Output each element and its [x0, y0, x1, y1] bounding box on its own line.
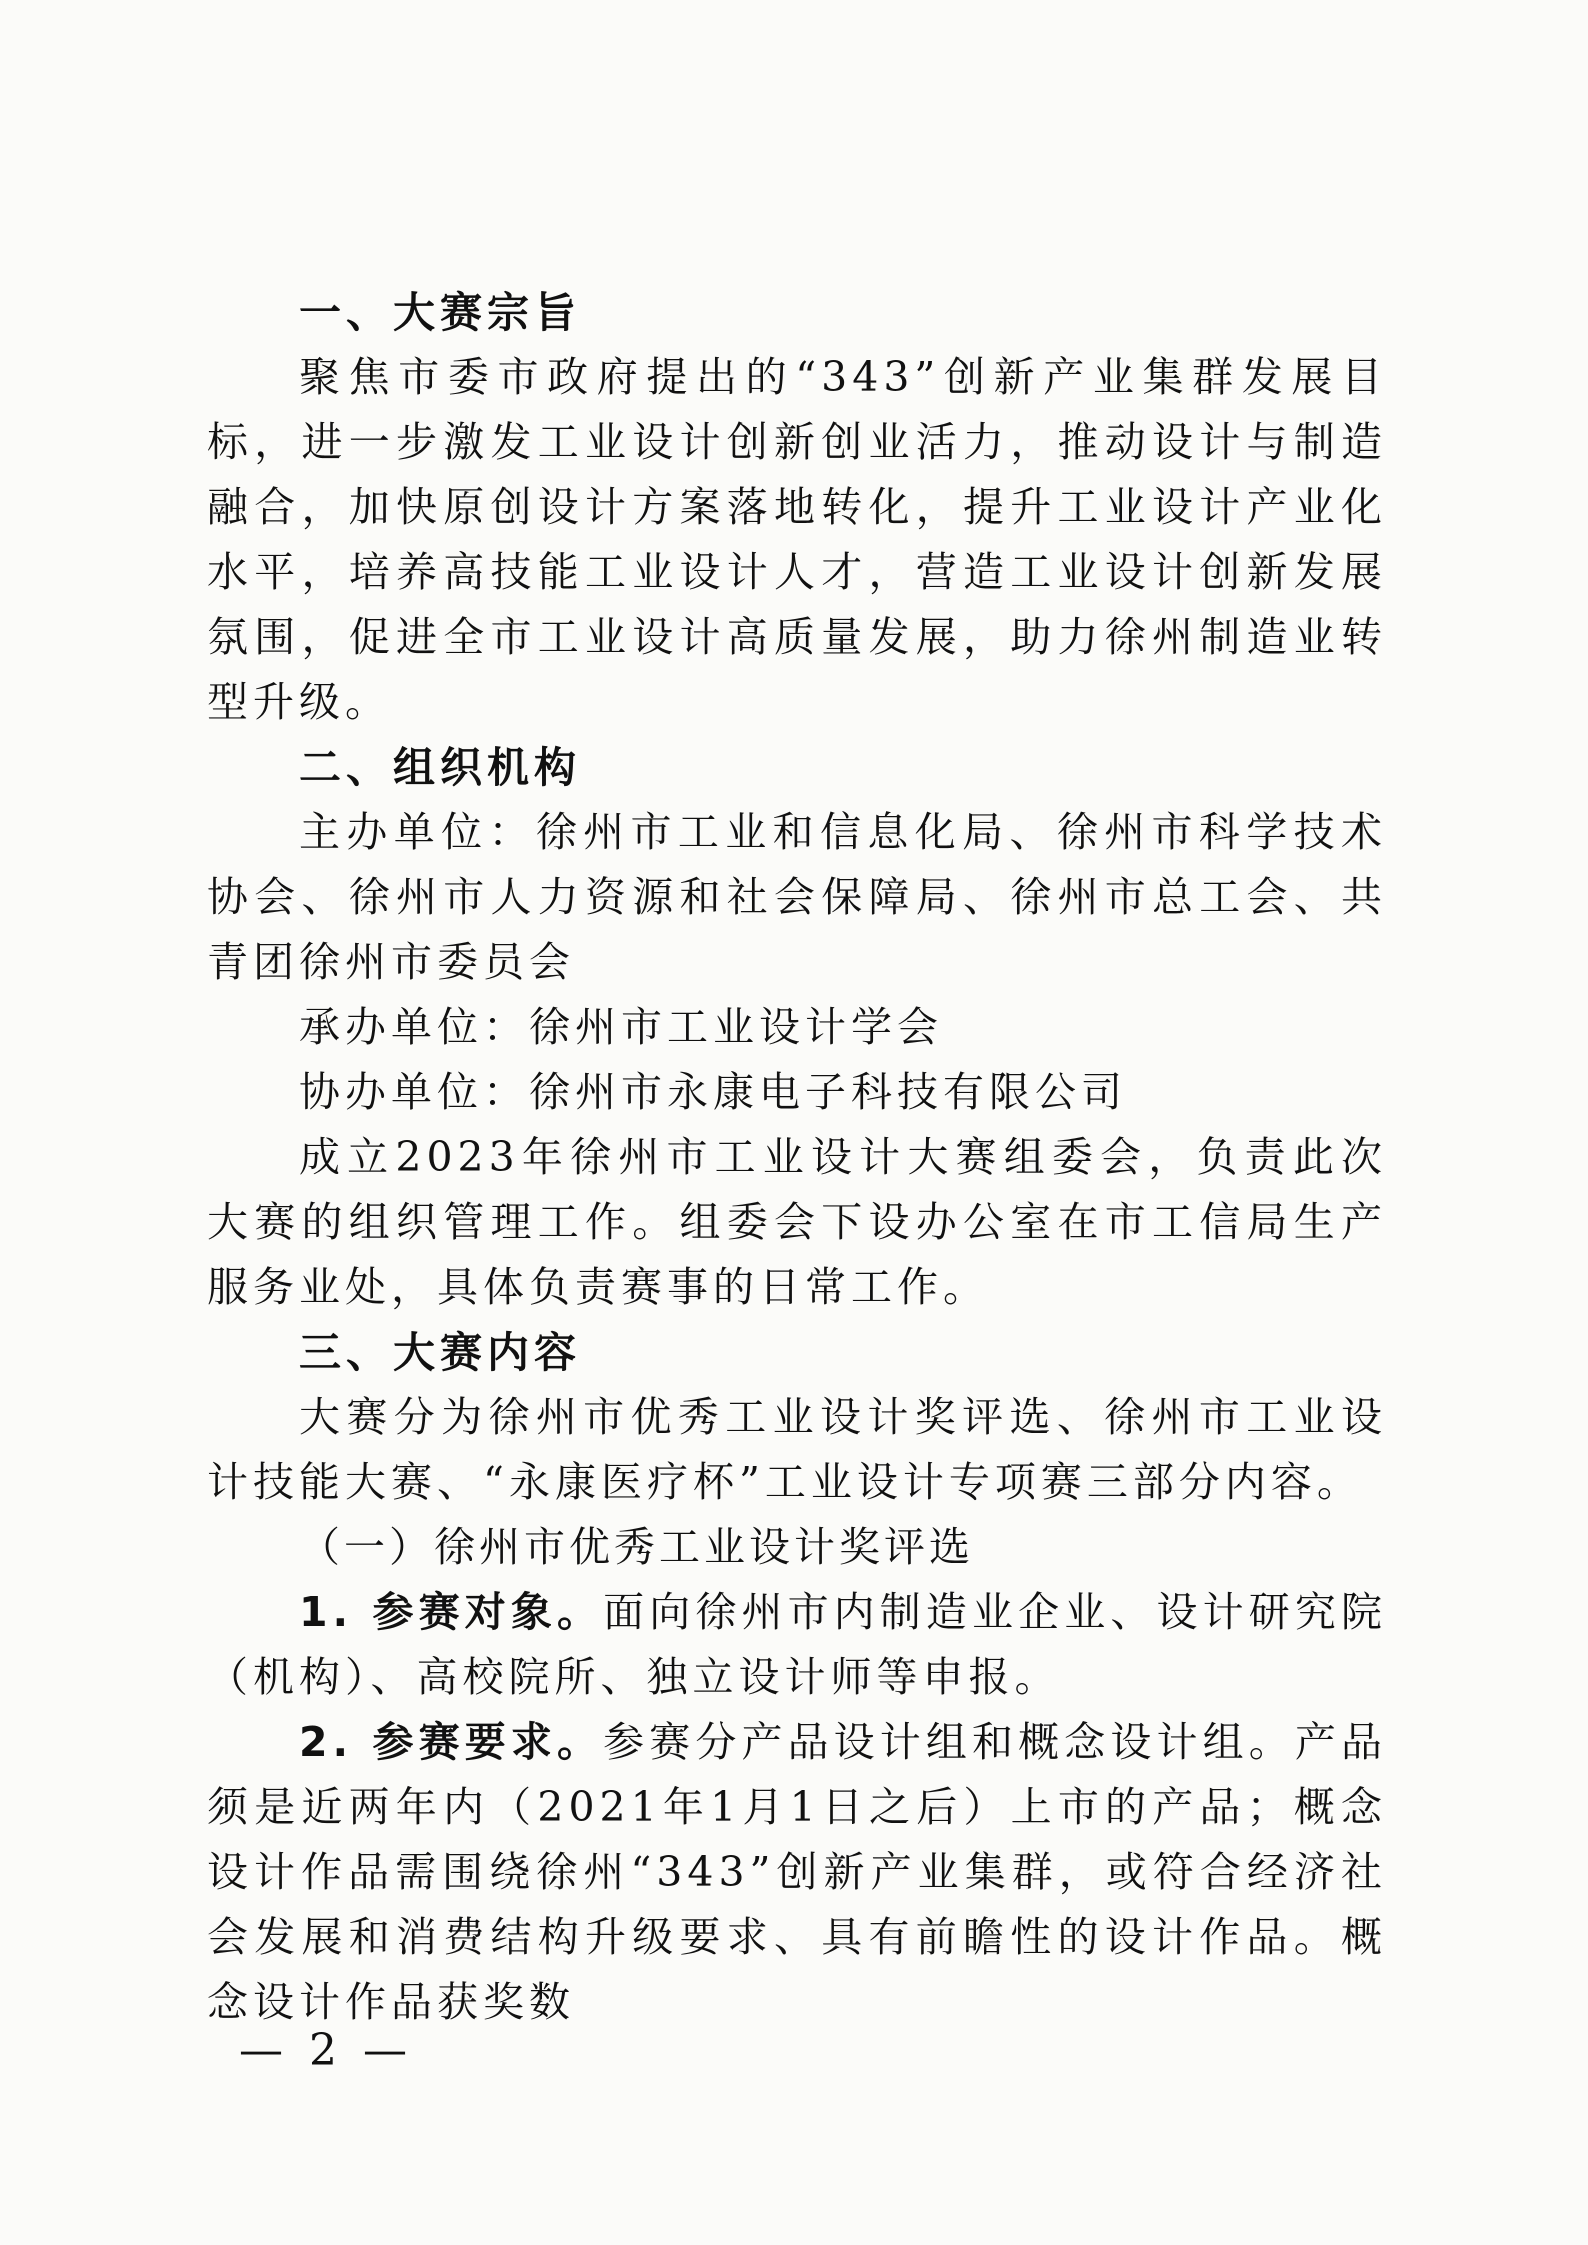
- subsection-heading-award: （一）徐州市优秀工业设计奖评选: [299, 1523, 974, 1571]
- section-heading-purpose: 一、大赛宗旨: [299, 288, 582, 337]
- co-organizer-unit-paragraph: 协办单位：徐州市永康电子科技有限公司: [299, 1068, 1127, 1116]
- participants-text: 面向徐州市内制造业企业、设计研究院（机构）、高校院所、独立设计师等申报。: [207, 1588, 1387, 1701]
- purpose-paragraph: 聚焦市委市政府提出的“343”创新产业集群发展目标，进一步激发工业设计创新创业活力，推动设计与制造融合，加快原创设计方案落地转化，提升工业设计产业化水平，培养高技能工业设计人才，营造工业设计创新发展氛围，促进全市工业设计高质量发展，助力徐州制造业转型升级。: [207, 353, 1387, 726]
- document-body: [207, 280, 1387, 2035]
- requirements-text: 参赛分产品设计组和概念设计组。产品须是近两年内（2021年1月1日之后）上市的产品；概念设计作品需围绕徐州“343”创新产业集群，或符合经济社会发展和消费结构升级要求、具有前瞻性的设计作品。概念设计作品获奖数: [207, 1718, 1387, 2026]
- content-intro-paragraph: 大赛分为徐州市优秀工业设计奖评选、徐州市工业设计技能大赛、“永康医疗杯”工业设计专项赛三部分内容。: [207, 1393, 1387, 1506]
- committee-paragraph: 成立2023年徐州市工业设计大赛组委会，负责此次大赛的组织管理工作。组委会下设办公室在市工信局生产服务业处，具体负责赛事的日常工作。: [207, 1133, 1387, 1311]
- section-heading-content: 三、大赛内容: [299, 1328, 582, 1377]
- participants-paragraph: [207, 1580, 1387, 1710]
- requirements-label: 2. 参赛要求。: [299, 1718, 604, 1766]
- section-heading-organization: 二、组织机构: [299, 743, 582, 792]
- organizer-unit-paragraph: 承办单位：徐州市工业设计学会: [299, 1003, 943, 1051]
- requirements-paragraph: [207, 1710, 1387, 2035]
- participants-label: 1. 参赛对象。: [299, 1588, 604, 1636]
- host-units-paragraph: 主办单位：徐州市工业和信息化局、徐州市科学技术协会、徐州市人力资源和社会保障局、徐州市总工会、共青团徐州市委员会: [207, 808, 1387, 986]
- page-number: — 2 —: [239, 2025, 413, 2076]
